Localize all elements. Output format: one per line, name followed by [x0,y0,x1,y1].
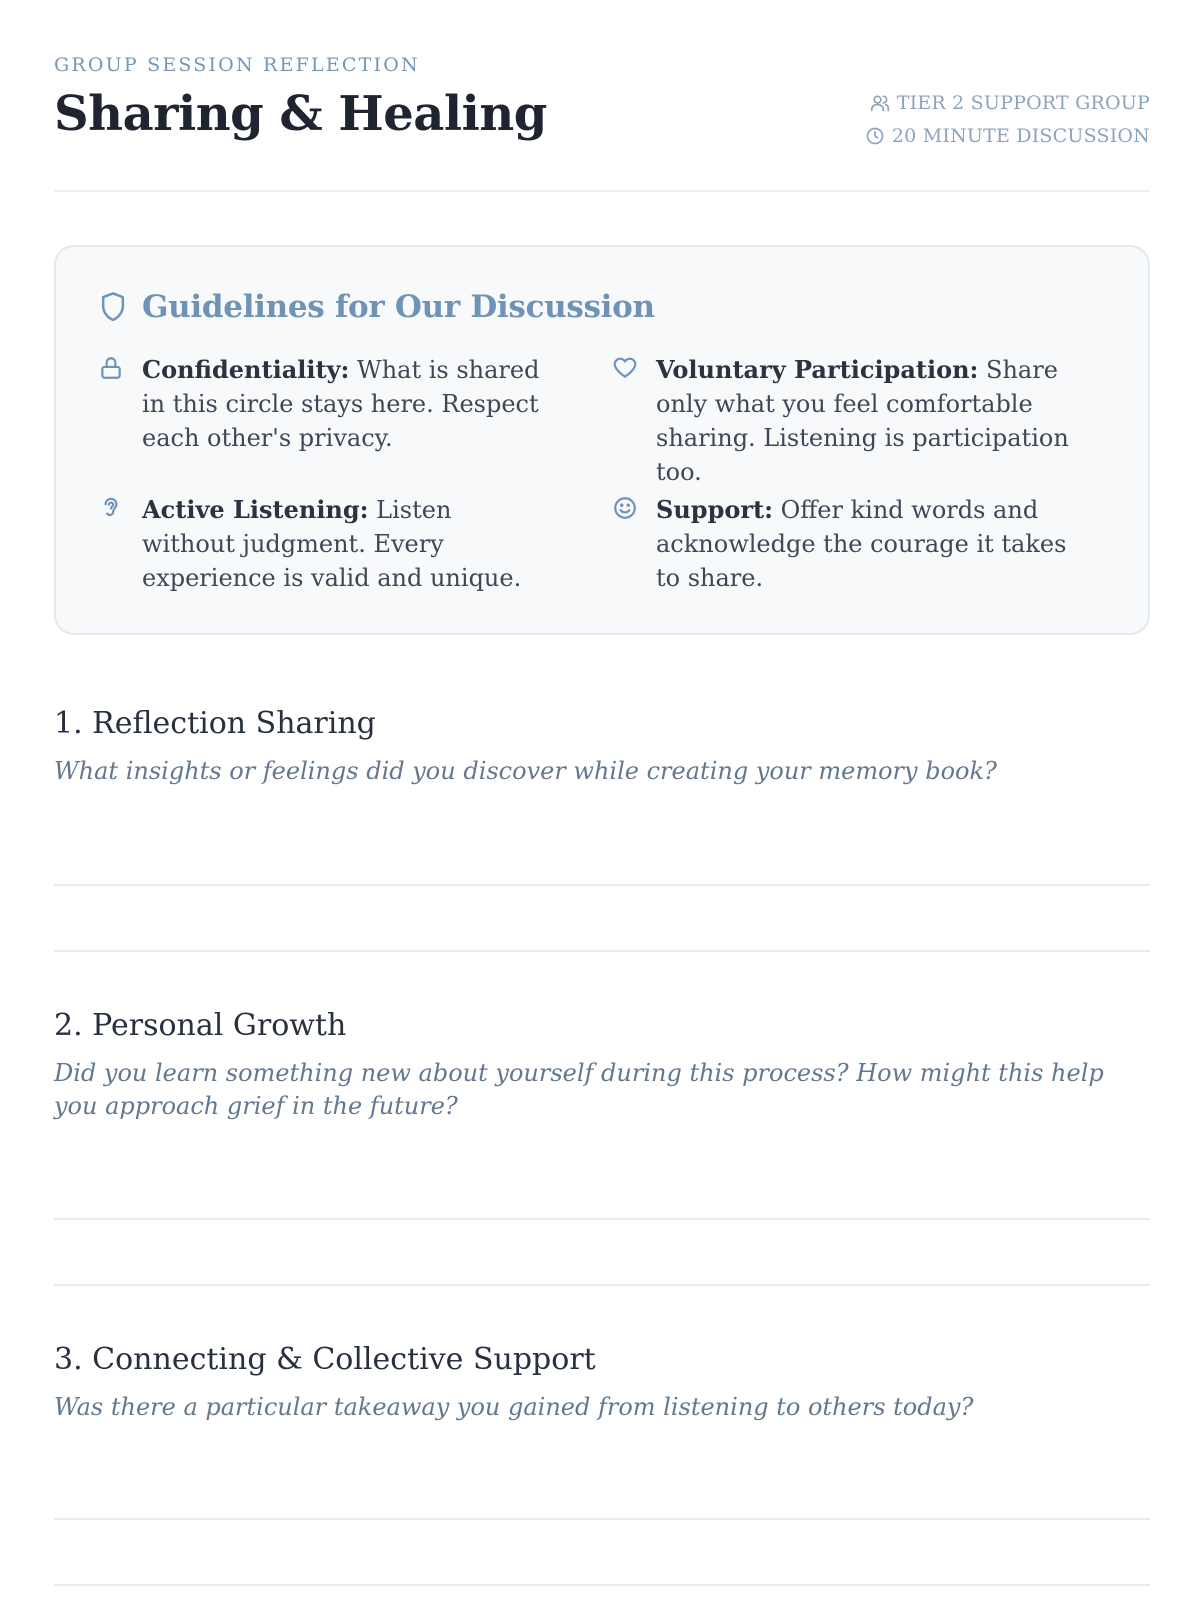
answer-line[interactable] [54,1518,1150,1520]
meta-label: TIER 2 SUPPORT GROUP [896,91,1150,114]
meta-duration [865,119,1150,152]
question-personal-growth [54,1008,1150,1123]
guidelines-panel [54,245,1150,635]
session-meta [865,86,1150,152]
guideline-text: Voluntary Participation: Share only what you feel comfortable sharing. Listening is participation too. [656,355,1069,486]
heart-icon [612,355,642,385]
answer-line[interactable] [54,1218,1150,1220]
guideline-active-listening [98,493,548,595]
smile-icon [612,495,642,525]
ear-icon [98,495,128,525]
question-heading: 2. Personal Growth [54,1008,347,1043]
users-icon [870,93,890,113]
question-heading: 1. Reflection Sharing [54,706,376,741]
worksheet-page [54,0,1150,1421]
question-heading: 3. Connecting & Collective Support [54,1342,596,1377]
guideline-text: Confidentiality: What is shared in this circle stays here. Respect each other's privacy. [142,355,540,452]
guideline-voluntary [612,353,1082,489]
guideline-confidentiality [98,353,548,455]
eyebrow-label: GROUP SESSION REFLECTION [54,54,420,76]
question-collective-support [54,1342,1150,1424]
answer-line[interactable] [54,1584,1150,1586]
page-title: Sharing & Healing [54,86,547,142]
shield-icon [98,291,128,323]
page-header [54,0,1150,192]
question-prompt: Was there a particular takeaway you gained from listening to others today? [54,1393,974,1421]
guidelines-title: Guidelines for Our Discussion [142,289,655,325]
guideline-support [612,493,1082,595]
answer-line[interactable] [54,1284,1150,1286]
guideline-text: Active Listening: Listen without judgment. Every experience is valid and unique. [142,495,522,592]
answer-line[interactable] [54,884,1150,886]
question-prompt: Did you learn something new about yourself during this process? How might this help you approach grief in the future? [54,1059,1104,1120]
meta-label: 20 MINUTE DISCUSSION [891,124,1150,147]
clock-icon [865,126,885,146]
guidelines-heading [98,289,655,325]
answer-line[interactable] [54,950,1150,952]
guideline-text: Support: Offer kind words and acknowledge the courage it takes to share. [656,495,1067,592]
meta-group-type [865,86,1150,119]
question-prompt: What insights or feelings did you discover while creating your memory book? [54,757,997,785]
lock-icon [98,355,128,385]
question-reflection-sharing [54,706,1150,788]
